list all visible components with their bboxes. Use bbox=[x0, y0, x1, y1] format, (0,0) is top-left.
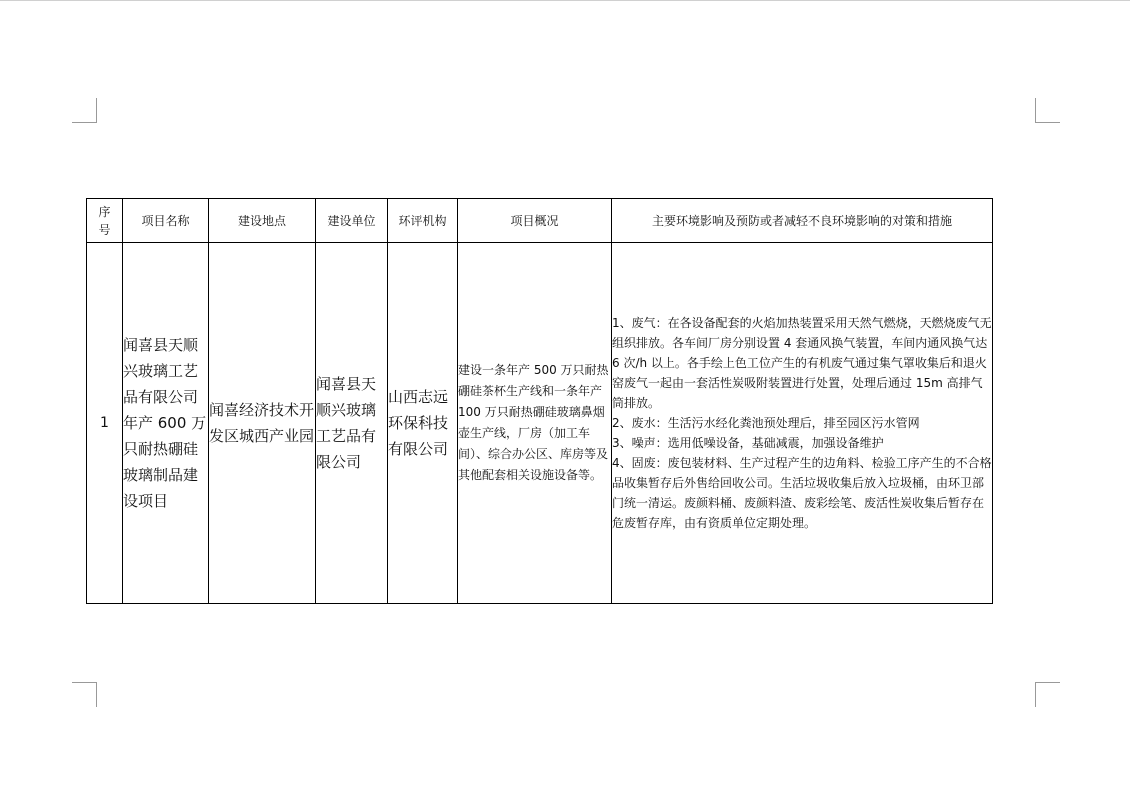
crop-mark-bottom-left bbox=[72, 682, 97, 707]
measure-waste-gas: 1、废气：在各设备配套的火焰加热装置采用天然气燃烧，天燃烧废气无组织排放。各车间厂房分别设置 4 套通风换气装置，车间内通风换气达 6 次/h 以上。各手绘上色工位产生的有机废气通过集气罩收集后和退火窑废气一起由一套活性炭吸附装置进行处置，处理后通过 15m 高排气筒排放。 bbox=[612, 316, 992, 410]
table-header-row bbox=[87, 199, 993, 243]
header-builder: 建设单位 bbox=[316, 199, 388, 243]
cell-overview: 建设一条年产 500 万只耐热硼硅茶杯生产线和一条年产 100 万只耐热硼硅玻璃鼻烟壶生产线，厂房（加工车间）、综合办公区、库房等及其他配套相关设施设备等。 bbox=[458, 243, 612, 604]
header-eia-agency: 环评机构 bbox=[388, 199, 458, 243]
header-index: 序号 bbox=[87, 199, 123, 243]
cell-location: 闻喜经济技术开发区城西产业园 bbox=[209, 243, 316, 604]
table-row bbox=[87, 243, 993, 604]
cell-builder: 闻喜县天顺兴玻璃工艺品有限公司 bbox=[316, 243, 388, 604]
measure-solid-waste: 4、固废：废包装材料、生产过程产生的边角料、检验工序产生的不合格品收集暂存后外售给回收公司。生活垃圾收集后放入垃圾桶，由环卫部门统一清运。废颜料桶、废颜料渣、废彩绘笔、废活性炭收集后暂存在危废暂存库，由有资质单位定期处理。 bbox=[612, 456, 992, 530]
header-measures: 主要环境影响及预防或者减轻不良环境影响的对策和措施 bbox=[612, 199, 993, 243]
header-location: 建设地点 bbox=[209, 199, 316, 243]
cell-eia-agency: 山西志远环保科技有限公司 bbox=[388, 243, 458, 604]
cell-index: 1 bbox=[87, 243, 123, 604]
cell-measures bbox=[612, 243, 993, 604]
header-overview: 项目概况 bbox=[458, 199, 612, 243]
cell-project-name: 闻喜县天顺兴玻璃工艺品有限公司年产 600 万只耐热硼硅玻璃制品建设项目 bbox=[123, 243, 209, 604]
measure-noise: 3、噪声：选用低噪设备，基础减震，加强设备维护 bbox=[612, 436, 884, 450]
crop-mark-top-left bbox=[72, 98, 97, 123]
header-project-name: 项目名称 bbox=[123, 199, 209, 243]
page-top-border bbox=[0, 0, 1130, 1]
measure-waste-water: 2、废水：生活污水经化粪池预处理后，排至园区污水管网 bbox=[612, 416, 920, 430]
crop-mark-top-right bbox=[1035, 98, 1060, 123]
crop-mark-bottom-right bbox=[1035, 682, 1060, 707]
project-table bbox=[86, 198, 993, 604]
